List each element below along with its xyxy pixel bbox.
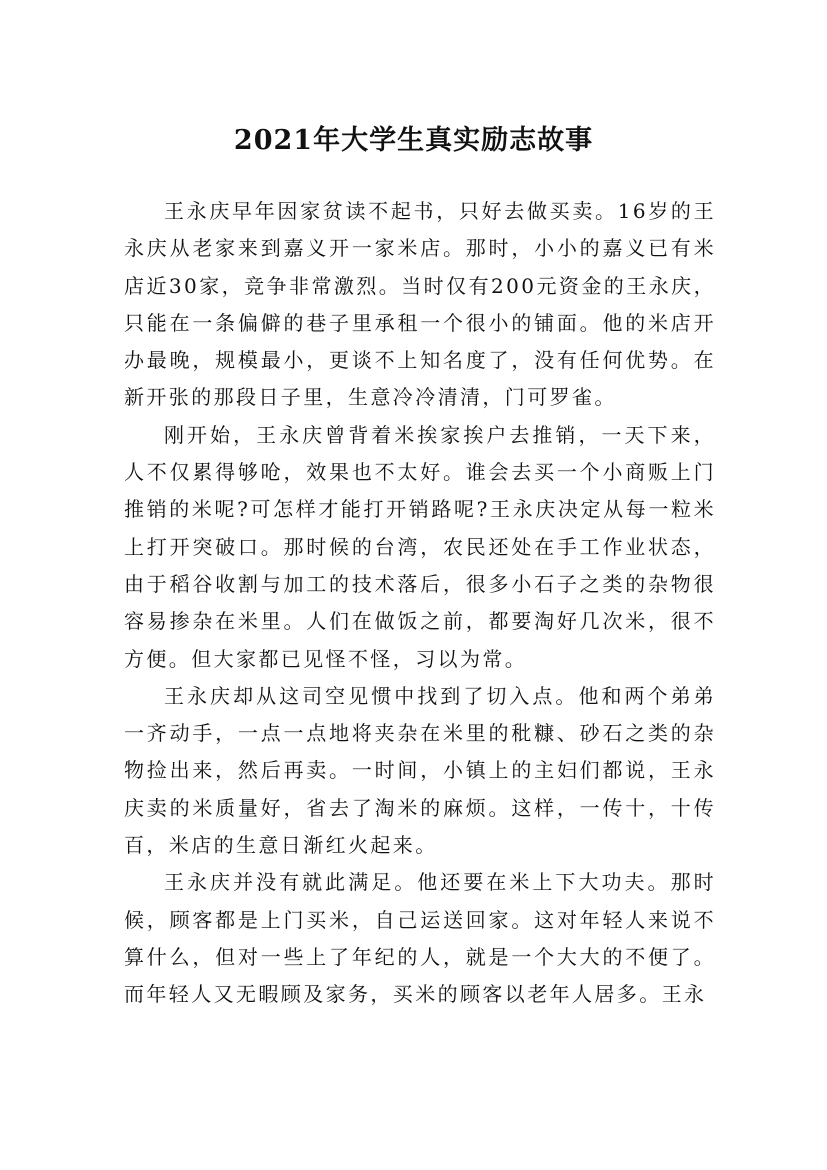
paragraph: 刚开始，王永庆曾背着米挨家挨户去推销，一天下来，人不仅累得够呛，效果也不太好。谁会去买一个小商贩上门推销的米呢?可怎样才能打开销路呢?王永庆决定从每一粒米上打开突破口。那时候的台湾，农民还处在手工作业状态，由于稻谷收割与加工的技术落后，很多小石子之类的杂物很容易掺杂在米里。人们在做饭之前，都要淘好几次米，很不方便。但大家都已见怪不怪，习以为常。	[124, 422, 716, 671]
document-title: 2021年大学生真实励志故事	[233, 125, 594, 157]
paragraph: 王永庆却从这司空见惯中找到了切入点。他和两个弟弟一齐动手，一点一点地将夹杂在米里的秕糠、砂石之类的杂物捡出来，然后再卖。一时间，小镇上的主妇们都说，王永庆卖的米质量好，省去了淘米的麻烦。这样，一传十，十传百，米店的生意日渐红火起来。	[124, 683, 716, 858]
paragraph: 王永庆并没有就此满足。他还要在米上下大功夫。那时候，顾客都是上门买米，自己运送回家。这对年轻人来说不算什么，但对一些上了年纪的人，就是一个大大的不便了。而年轻人又无暇顾及家务，买米的顾客以老年人居多。王永	[124, 870, 716, 1007]
paragraph: 王永庆早年因家贫读不起书，只好去做买卖。16岁的王永庆从老家来到嘉义开一家米店。那时，小小的嘉义已有米店近30家，竞争非常激烈。当时仅有200元资金的王永庆，只能在一条偏僻的巷子里承租一个很小的铺面。他的米店开办最晚，规模最小，更谈不上知名度了，没有任何优势。在新开张的那段日子里，生意冷冷清清，门可罗雀。	[124, 199, 716, 410]
document-body	[124, 193, 716, 1014]
